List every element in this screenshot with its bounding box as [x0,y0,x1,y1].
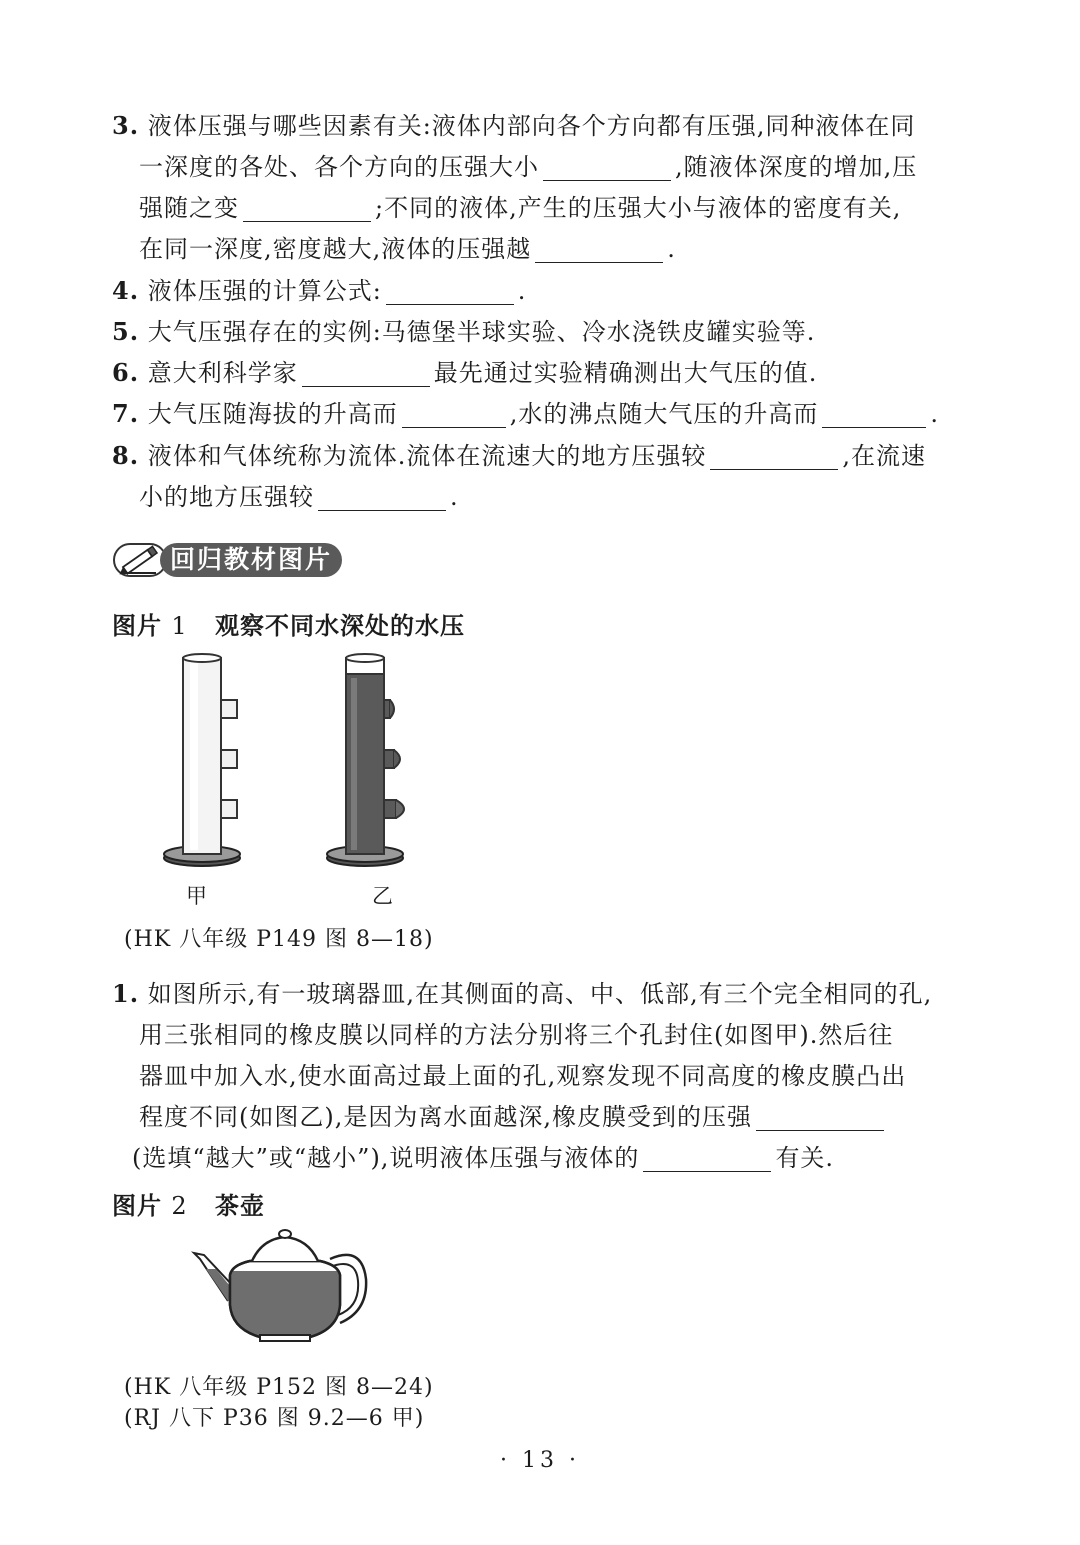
q7-blank-2[interactable] [822,405,926,428]
section-title: 回归教材图片 [160,543,342,577]
q6-text-b: 最先通过实验精确测出大气压的值. [433,359,818,387]
figure2-title-text: 茶壶 [215,1192,265,1220]
p1-blank-1[interactable] [756,1108,884,1131]
q8-text-1a: 液体和气体统称为流体.流体在流速大的地方压强较 [147,442,707,470]
figure2-label: 图片 [112,1192,162,1220]
q3-text-4b: . [667,235,676,263]
q3-line3 [139,192,901,224]
p1-line5 [132,1142,834,1174]
p1-line3 [139,1060,906,1092]
q7-line [112,398,939,430]
figure1-title-text: 观察不同水深处的水压 [215,612,465,640]
q3-text-2a: 一深度的各处、各个方向的压强大小 [139,153,539,181]
q3-blank-1[interactable] [543,158,671,181]
figure2-title [112,1186,265,1221]
q7-text-a: 大气压随海拔的升高而 [147,400,398,428]
figure1-number: 1 [171,612,188,640]
figure2-reference-1: (HK 八年级 P152 图 8—24) [124,1375,434,1400]
q3-text-1: 液体压强与哪些因素有关:液体内部向各个方向都有压强,同种液体在同 [147,112,916,140]
q3-line2 [139,151,917,183]
q8-line1 [112,440,926,472]
q4-number: 4. [112,276,140,305]
q3-text-4a: 在同一深度,密度越大,液体的压强越 [139,235,532,263]
q3-text-3a: 强随之变 [139,194,239,222]
q8-text-2b: . [450,483,459,511]
tube-b [327,654,404,866]
p1-line4 [139,1101,888,1133]
q4-text-b: . [517,277,527,305]
q4-blank[interactable] [386,282,514,305]
q6-line [112,357,817,389]
figure1-label: 图片 [112,612,162,640]
page-number: · 13 · [500,1448,580,1473]
q3-text-2b: ,随液体深度的增加,压 [675,153,918,181]
q8-number: 8. [112,441,140,470]
q7-text-b: ,水的沸点随大气压的升高而 [509,400,819,428]
q6-blank[interactable] [302,364,430,387]
q3-line4 [139,233,676,265]
q6-text-a: 意大利科学家 [147,359,298,387]
q4-text-a: 液体压强的计算公式: [147,277,382,305]
q3-blank-3[interactable] [535,240,663,263]
q3-number: 3. [112,111,140,140]
p1-text-2: 用三张相同的橡皮膜以同样的方法分别将三个孔封住(如图甲).然后往 [139,1021,894,1049]
teapot-illustration [190,1225,380,1355]
q5-number: 5. [112,317,140,346]
q8-blank-1[interactable] [710,447,838,470]
p1-text-4: 程度不同(如图乙),是因为离水面越深,橡皮膜受到的压强 [139,1103,752,1131]
q3-text-3b: ;不同的液体,产生的压强大小与液体的密度有关, [375,194,902,222]
p1-line2 [139,1019,893,1051]
q7-number: 7. [112,399,140,428]
q8-blank-2[interactable] [318,488,446,511]
p1-line1 [112,978,932,1010]
q6-number: 6. [112,358,140,387]
p1-blank-2[interactable] [643,1149,771,1172]
figure1-label-a: 甲 [186,884,208,908]
q8-line2 [139,481,459,513]
p1-text-1: 如图所示,有一玻璃器皿,在其侧面的高、中、低部,有三个完全相同的孔, [147,980,933,1008]
q5-line [112,316,815,348]
figure2-reference-2: (RJ 八下 P36 图 9.2—6 甲) [124,1406,425,1431]
figure2-number: 2 [171,1192,188,1220]
q8-text-2a: 小的地方压强较 [139,483,314,511]
q7-blank-1[interactable] [402,405,506,428]
q3-blank-2[interactable] [243,199,371,222]
p1-number: 1. [112,979,140,1008]
q3-line1 [112,110,915,142]
q7-text-c: . [930,400,939,428]
p1-text-3: 器皿中加入水,使水面高过最上面的孔,观察发现不同高度的橡皮膜凸出 [139,1062,907,1090]
figure1-label-b: 乙 [372,884,394,908]
q4-line [112,275,526,307]
p1-text-5a: (选填“越大”或“越小”),说明液体压强与液体的 [132,1144,640,1172]
q8-text-1b: ,在流速 [842,442,926,470]
p1-text-5b: 有关. [775,1144,835,1172]
figure1-title [112,606,465,641]
figure1-tubes [150,648,450,908]
tube-a [164,654,240,866]
q5-text: 大气压强存在的实例:马德堡半球实验、冷水浇铁皮罐实验等. [147,318,816,346]
figure1-reference: (HK 八年级 P149 图 8—18) [124,927,434,952]
